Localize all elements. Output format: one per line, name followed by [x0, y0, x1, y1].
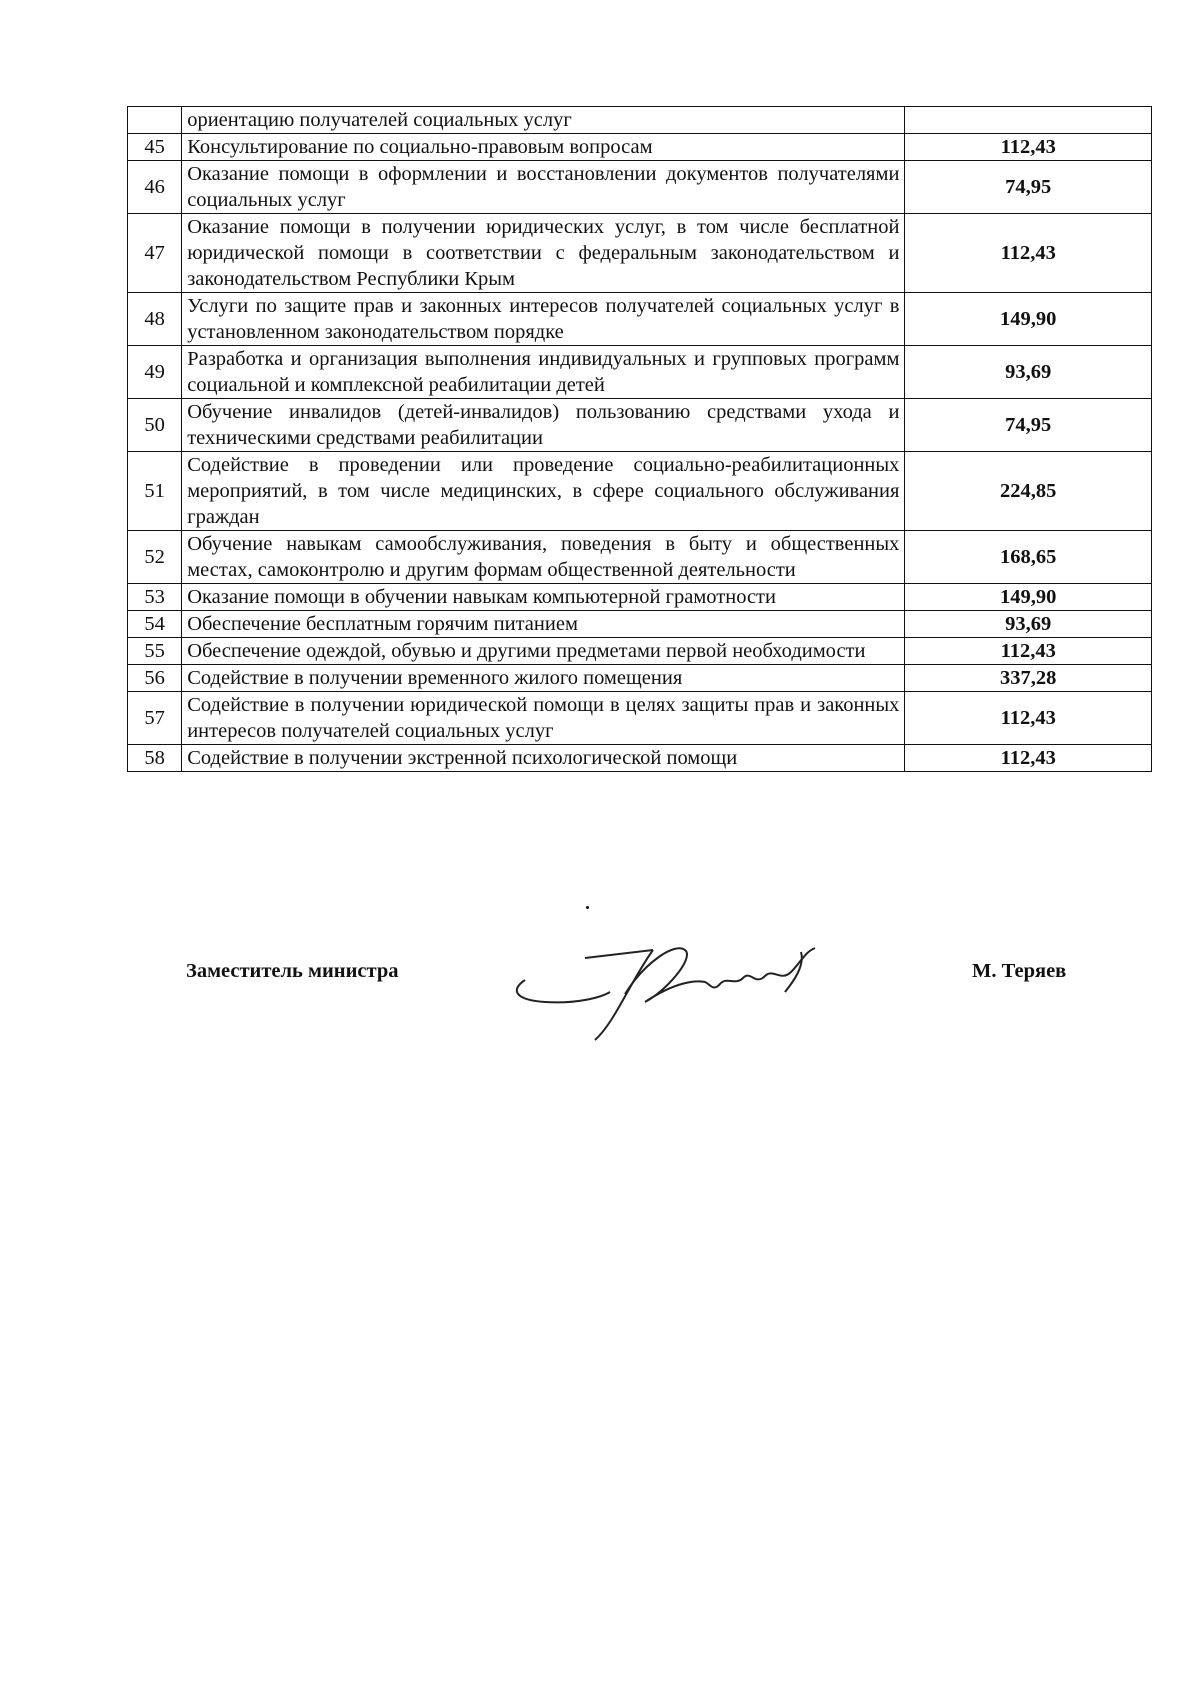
service-name: Обучение навыкам самообслуживания, поведения в быту и общественных местах, самоконтролю и другим формам общественной деятельности	[182, 531, 905, 584]
service-name: Содействие в получении временного жилого помещения	[182, 665, 905, 692]
service-name: Услуги по защите прав и законных интересов получателей социальных услуг в установленном законодательством порядке	[182, 293, 905, 346]
service-price: 337,28	[905, 665, 1152, 692]
services-price-table	[127, 106, 1152, 772]
service-name: Оказание помощи в обучении навыкам компьютерной грамотности	[182, 584, 905, 611]
row-number: 54	[128, 611, 182, 638]
row-number: 57	[128, 692, 182, 745]
table-row	[128, 611, 1152, 638]
service-price: 224,85	[905, 452, 1152, 531]
service-name: ориентацию получателей социальных услуг	[182, 107, 905, 134]
row-number: 48	[128, 293, 182, 346]
table-row	[128, 107, 1152, 134]
row-number: 49	[128, 346, 182, 399]
signature-block	[0, 900, 1200, 1050]
service-price: 93,69	[905, 346, 1152, 399]
service-name: Консультирование по социально-правовым вопросам	[182, 134, 905, 161]
row-number: 52	[128, 531, 182, 584]
service-name: Обеспечение одеждой, обувью и другими предметами первой необходимости	[182, 638, 905, 665]
table-row	[128, 692, 1152, 745]
service-name: Разработка и организация выполнения индивидуальных и групповых программ социальной и комплексной реабилитации детей	[182, 346, 905, 399]
service-price: 112,43	[905, 214, 1152, 293]
table-row	[128, 531, 1152, 584]
service-price: 149,90	[905, 584, 1152, 611]
table-row	[128, 293, 1152, 346]
service-name: Содействие в получении экстренной психологической помощи	[182, 745, 905, 772]
service-price: 74,95	[905, 399, 1152, 452]
table-row	[128, 214, 1152, 293]
service-name: Обеспечение бесплатным горячим питанием	[182, 611, 905, 638]
service-price: 112,43	[905, 638, 1152, 665]
table-row	[128, 161, 1152, 214]
row-number: 47	[128, 214, 182, 293]
table-row	[128, 399, 1152, 452]
service-price	[905, 107, 1152, 134]
service-name: Оказание помощи в оформлении и восстановлении документов получателями социальных услуг	[182, 161, 905, 214]
service-price: 74,95	[905, 161, 1152, 214]
service-price: 93,69	[905, 611, 1152, 638]
row-number: 45	[128, 134, 182, 161]
signatory-position: Заместитель министра	[186, 960, 399, 982]
table-row	[128, 665, 1152, 692]
table-row	[128, 638, 1152, 665]
table-body	[128, 107, 1152, 772]
row-number: 55	[128, 638, 182, 665]
row-number: 50	[128, 399, 182, 452]
row-number: 56	[128, 665, 182, 692]
service-name: Обучение инвалидов (детей-инвалидов) пользованию средствами ухода и техническими средствами реабилитации	[182, 399, 905, 452]
signatory-name: М. Теряев	[972, 960, 1067, 982]
service-price: 112,43	[905, 745, 1152, 772]
service-price: 112,43	[905, 692, 1152, 745]
service-name: Содействие в получении юридической помощи в целях защиты прав и законных интересов получателей социальных услуг	[182, 692, 905, 745]
service-name: Содействие в проведении или проведение социально-реабилитационных мероприятий, в том числе медицинских, в сфере социального обслуживания граждан	[182, 452, 905, 531]
service-price: 112,43	[905, 134, 1152, 161]
service-name: Оказание помощи в получении юридических услуг, в том числе бесплатной юридической помощи в соответствии с федеральным законодательством и законодательством Республики Крым	[182, 214, 905, 293]
table-row	[128, 134, 1152, 161]
table-row	[128, 346, 1152, 399]
row-number	[128, 107, 182, 134]
row-number: 46	[128, 161, 182, 214]
table-row	[128, 452, 1152, 531]
service-price: 149,90	[905, 293, 1152, 346]
row-number: 51	[128, 452, 182, 531]
table-row	[128, 584, 1152, 611]
row-number: 53	[128, 584, 182, 611]
table-row	[128, 745, 1152, 772]
service-price: 168,65	[905, 531, 1152, 584]
handwritten-signature	[505, 922, 865, 1042]
row-number: 58	[128, 745, 182, 772]
